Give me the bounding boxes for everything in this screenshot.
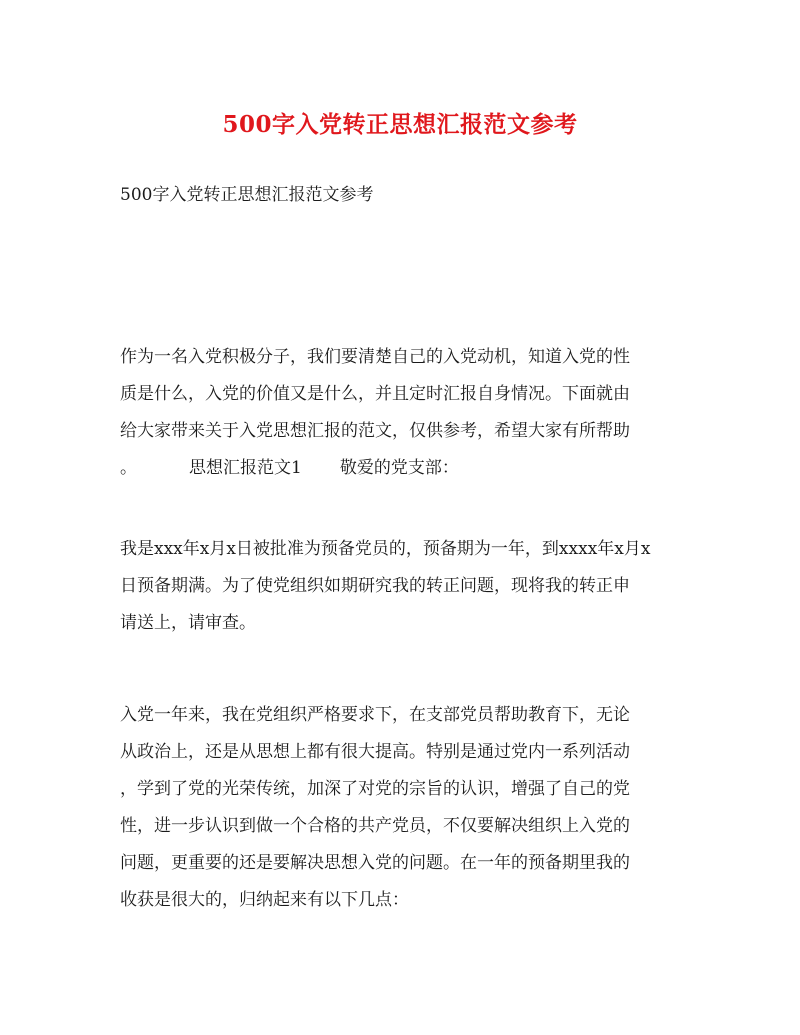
- document-title: 500字入党转正思想汇报范文参考: [222, 111, 578, 138]
- paragraph-line: 请送上，请审查。: [120, 613, 256, 633]
- paragraph-application: [120, 531, 680, 642]
- paragraph-line: 收获是很大的，归纳起来有以下几点：: [120, 890, 409, 910]
- paragraph-intro: [120, 339, 680, 487]
- paragraph-line: 性，进一步认识到做一个合格的共产党员，不仅要解决组织上入党的: [120, 816, 630, 836]
- period-mark: 。: [120, 458, 137, 478]
- paragraph-line: 日预备期满。为了使党组织如期研究我的转正问题，现将我的转正申: [120, 576, 630, 596]
- paragraph-line: 问题，更重要的还是要解决思想入党的问题。在一年的预备期里我的: [120, 853, 630, 873]
- sample-heading: 思想汇报范文1: [189, 458, 302, 478]
- paragraph-line: ，学到了党的光荣传统，加深了对党的宗旨的认识，增强了自己的党: [120, 779, 630, 799]
- paragraph-line: 给大家带来关于入党思想汇报的范文，仅供参考，希望大家有所帮助: [120, 421, 630, 441]
- paragraph-reflection: [120, 697, 680, 919]
- paragraph-line: 入党一年来，我在党组织严格要求下，在支部党员帮助教育下，无论: [120, 705, 630, 725]
- document-subtitle: 500字入党转正思想汇报范文参考: [120, 185, 374, 205]
- salutation: 敬爱的党支部：: [339, 458, 459, 478]
- paragraph-line: 质是什么，入党的价值又是什么，并且定时汇报自身情况。下面就由: [120, 384, 630, 404]
- paragraph-line: 我是xxx年x月x日被批准为预备党员的，预备期为一年，到xxxx年x月x: [120, 539, 651, 559]
- paragraph-line: 作为一名入党积极分子，我们要清楚自己的入党动机，知道入党的性: [120, 347, 630, 367]
- paragraph-line-mixed: [120, 450, 680, 487]
- paragraph-line: 从政治上，还是从思想上都有很大提高。特别是通过党内一系列活动: [120, 742, 630, 762]
